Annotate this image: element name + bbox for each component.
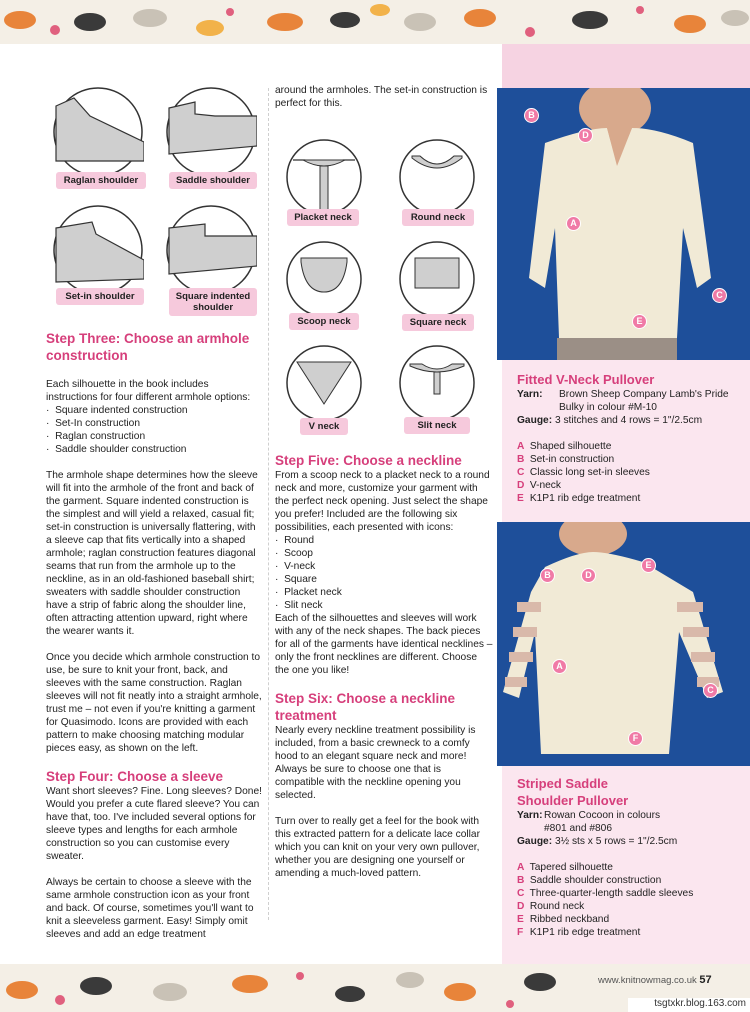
pullover-title: Striped Saddle Shoulder Pullover — [517, 776, 629, 808]
placket-neck-label: Placket neck — [287, 209, 359, 226]
feature-item — [517, 913, 742, 926]
feature-text: Ribbed neckband — [529, 914, 610, 925]
footer-url — [598, 974, 712, 986]
feature-text: Saddle shoulder construction — [529, 875, 662, 886]
feature-key: C — [517, 888, 525, 899]
list-item: · Square — [275, 573, 493, 586]
list-item: · V-neck — [275, 560, 493, 573]
feature-text: Set-in construction — [529, 454, 615, 465]
sweater-v-neck-illustration-icon — [497, 88, 750, 360]
yarn-row — [517, 809, 742, 835]
photo-marker-b: B — [540, 568, 555, 583]
yarn-label: Yarn: — [517, 810, 543, 821]
body-paragraph: Each of the silhouettes and sleeves will work with any of the neck shapes. The back pieces for all of the garments have identical necklines – only the front necklines are different. Choose the one you like! — [275, 613, 493, 676]
column-2-top-text: around the armholes. The set-in construction is perfect for this. — [275, 85, 488, 109]
round-neck-label: Round neck — [402, 209, 474, 226]
feature-text: K1P1 rib edge treatment — [529, 493, 641, 504]
sidebar-header-band — [502, 44, 750, 88]
step-three-heading: Step Three: Choose an armhole construction — [46, 331, 250, 363]
photo-marker-e: E — [641, 558, 656, 573]
column-1 — [46, 330, 262, 954]
list-item: · Slit neck — [275, 599, 493, 612]
step-six-heading: Step Six: Choose a neckline treatment — [275, 691, 456, 723]
feature-key: A — [517, 441, 525, 452]
photo-marker-d: D — [578, 128, 593, 143]
armhole-options-list — [46, 404, 262, 456]
list-item: · Square indented construction — [46, 404, 262, 417]
list-item: · Saddle shoulder construction — [46, 443, 262, 456]
feature-key: B — [517, 454, 525, 465]
yarn-value: Rowan Cocoon in colours #801 and #806 — [544, 810, 661, 834]
square-indented-shoulder-label: Square indented shoulder — [169, 288, 257, 316]
striped-saddle-photo — [497, 522, 750, 766]
saddle-shoulder-icon — [165, 86, 257, 178]
step-four-heading: Step Four: Choose a sleeve — [46, 769, 224, 784]
round-neck-icon — [398, 138, 476, 216]
feature-item — [517, 492, 742, 505]
feature-key: D — [517, 480, 525, 491]
saddle-shoulder-label: Saddle shoulder — [169, 172, 257, 189]
feature-text: Shaped silhouette — [529, 441, 612, 452]
cat-pattern-top-border — [0, 0, 750, 44]
photo-marker-a: A — [552, 659, 567, 674]
feature-item — [517, 453, 742, 466]
list-item: · Set-In construction — [46, 417, 262, 430]
gauge-label: Gauge: — [517, 415, 553, 426]
body-paragraph: Want short sleeves? Fine. Long sleeves? Done! Would you prefer a cute flared sleeve? You can have that, too. I've included several options for sleeve types and lengths for each armhole construction so you can customise every sweater. — [46, 786, 262, 862]
feature-text: K1P1 rib edge treatment — [529, 927, 641, 938]
gauge-value: 3½ sts x 5 rows = 1"/2.5cm — [554, 836, 678, 847]
sweater-striped-illustration-icon — [497, 522, 750, 766]
feature-text: V-neck — [529, 480, 561, 491]
photo-marker-b: B — [524, 108, 539, 123]
raglan-shoulder-icon — [52, 86, 144, 178]
list-item: · Placket neck — [275, 586, 493, 599]
gauge-row — [517, 414, 742, 427]
photo-marker-d: D — [581, 568, 596, 583]
feature-text: Tapered silhouette — [529, 862, 613, 873]
v-neck-icon — [285, 344, 363, 422]
striped-saddle-spec — [517, 775, 742, 939]
step-five-intro: From a scoop neck to a placket neck to a round neck and more, customize your garment with the perfect neck opening. Just select the shape you prefer! Included are the following six possibilities, each presented with icons: — [275, 470, 490, 533]
neckline-options-list — [275, 534, 493, 612]
yarn-row — [517, 388, 742, 414]
square-indented-shoulder-icon — [165, 204, 257, 296]
feature-item — [517, 466, 742, 479]
body-paragraph: Once you decide which armhole construction to use, be sure to knit your front, back, and sleeves with the same construction. Raglan sleeves will not fit neatly into a straight armhole, trust me – not even if you're knitting a garment for Quasimodo. Icons are provided with each pattern to make choosing matching modular pieces easy, as shown on the left. — [46, 652, 262, 754]
feature-key: D — [517, 901, 525, 912]
yarn-label: Yarn: — [517, 389, 543, 400]
set-in-shoulder-icon — [52, 204, 144, 296]
photo-marker-e: E — [632, 314, 647, 329]
gauge-value: 3 stitches and 4 rows = 1"/2.5cm — [554, 415, 703, 426]
feature-item — [517, 874, 742, 887]
gauge-label: Gauge: — [517, 836, 553, 847]
placket-neck-icon — [285, 138, 363, 216]
list-item: · Raglan construction — [46, 430, 262, 443]
feature-text: Classic long set-in sleeves — [529, 467, 650, 478]
body-paragraph: Nearly every neckline treatment possibility is included, from a basic crewneck to a comfy hood to an elegant square neck and more! Always be sure to choose one that is compatible with the neckline opening you selected. — [275, 725, 476, 801]
fitted-v-neck-spec — [517, 371, 742, 505]
photo-marker-a: A — [566, 216, 581, 231]
feature-item — [517, 861, 742, 874]
feature-key: B — [517, 875, 525, 886]
gauge-row — [517, 835, 742, 848]
cat-pattern-icon — [0, 0, 750, 44]
watermark: tsgtxkr.blog.163.com — [628, 998, 750, 1012]
v-neck-label: V neck — [300, 418, 348, 435]
step-five-heading: Step Five: Choose a neckline — [275, 453, 462, 468]
fitted-v-neck-photo — [497, 88, 750, 360]
list-item: · Scoop — [275, 547, 493, 560]
feature-item — [517, 479, 742, 492]
list-item: · Round — [275, 534, 493, 547]
body-paragraph: Turn over to really get a feel for the book with this extracted pattern for a delicate lace collar which you can knit on your very own pullover, whether you are designing one yourself or amending a much-loved pattern. — [275, 816, 480, 879]
scoop-neck-icon — [285, 240, 363, 318]
feature-item — [517, 900, 742, 913]
website-url[interactable]: www.knitnowmag.co.uk — [598, 975, 697, 986]
body-paragraph: The armhole shape determines how the sleeve will fit into the armhole of the front and back of the garment. Square indented construction is the simplest and will yield a relaxed, casual fit; set-in construction is universally flattering, with a sleeve cap that fits vertically into a shaped armhole; raglan construction features diagonal seams that run from the armhole up to the neckline, as in an old-fashioned baseball shirt; sweaters with saddle shoulder construction have a strip of fabric along the shoulder line, often attracting attention upward, right where the wearer wants it. — [46, 470, 258, 637]
body-paragraph: Always be certain to choose a sleeve with the same armhole construction icon as your front and back. Of course, sometimes you'll want to knit a sleeveless garment. Easy! Simply omit sleeves and add an edge treatment — [46, 877, 254, 940]
slit-neck-label: Slit neck — [404, 417, 470, 434]
feature-key: A — [517, 862, 525, 873]
photo-marker-c: C — [703, 683, 718, 698]
column-divider — [268, 88, 269, 920]
column-2 — [275, 452, 493, 893]
square-neck-icon — [398, 240, 476, 318]
slit-neck-icon — [398, 344, 476, 422]
feature-key: E — [517, 493, 524, 504]
photo-marker-f: F — [628, 731, 643, 746]
feature-text: Three-quarter-length saddle sleeves — [529, 888, 694, 899]
scoop-neck-label: Scoop neck — [289, 313, 359, 330]
feature-key: C — [517, 467, 525, 478]
photo-marker-c: C — [712, 288, 727, 303]
cat-pattern-bottom-border — [0, 964, 750, 1012]
step-three-intro: Each silhouette in the book includes instructions for four different armhole options: — [46, 379, 251, 403]
feature-item — [517, 440, 742, 453]
set-in-shoulder-label: Set-in shoulder — [56, 288, 144, 305]
feature-key: F — [517, 927, 524, 938]
feature-item — [517, 926, 742, 939]
page-number: 57 — [699, 974, 712, 986]
yarn-value: Brown Sheep Company Lamb's Pride Bulky in colour #M-10 — [559, 389, 729, 413]
feature-text: Round neck — [529, 901, 585, 912]
raglan-shoulder-label: Raglan shoulder — [56, 172, 146, 189]
square-neck-label: Square neck — [402, 314, 474, 331]
pullover-title: Fitted V-Neck Pullover — [517, 372, 655, 387]
feature-item — [517, 887, 742, 900]
feature-key: E — [517, 914, 524, 925]
